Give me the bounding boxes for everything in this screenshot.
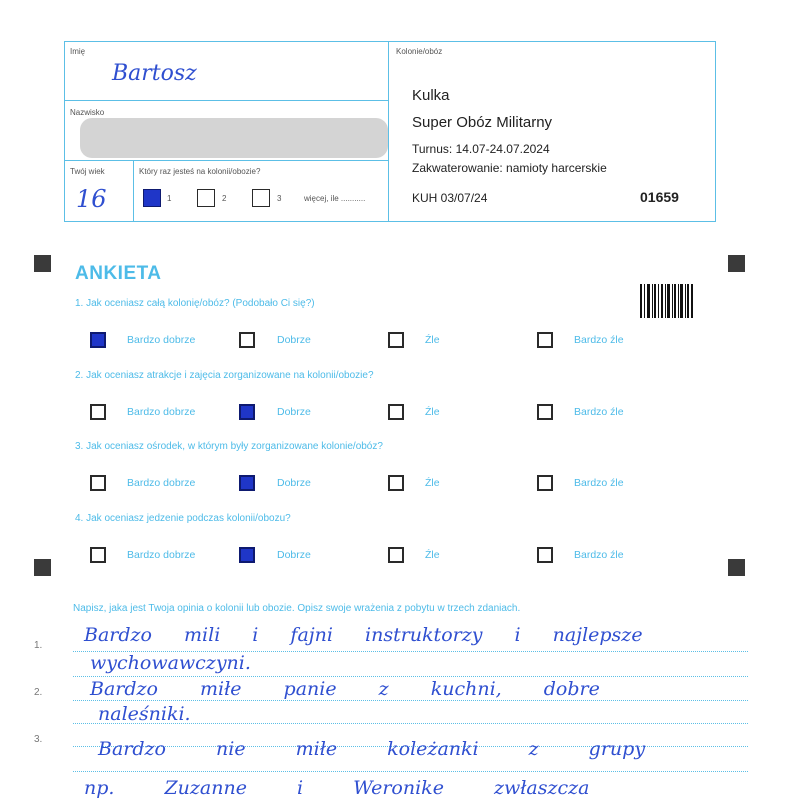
turnus: Turnus: 14.07-24.07.2024 bbox=[412, 142, 550, 156]
zakwaterowanie: Zakwaterowanie: namioty harcerskie bbox=[412, 161, 607, 175]
wiek-value[interactable]: 16 bbox=[76, 185, 107, 213]
answer-number-2: 2. bbox=[34, 687, 43, 698]
numer: 01659 bbox=[640, 189, 679, 205]
answer-option-label: Bardzo dobrze bbox=[127, 334, 196, 346]
question-text: 2. Jak oceniasz atrakcje i zajęcia zorganizowane na kolonii/obozie? bbox=[75, 370, 374, 381]
answer-checkbox[interactable] bbox=[239, 404, 255, 420]
answer-checkbox[interactable] bbox=[537, 332, 553, 348]
registration-marker-tr bbox=[728, 255, 745, 272]
answer-option-label: Bardzo dobrze bbox=[127, 477, 196, 489]
answer-checkbox[interactable] bbox=[388, 547, 404, 563]
barcode-icon bbox=[640, 284, 694, 318]
answer-line bbox=[73, 700, 748, 701]
answer-option-label: Źle bbox=[425, 406, 440, 418]
header-line-1 bbox=[64, 100, 389, 101]
answer-option-label: Źle bbox=[425, 334, 440, 346]
header-line-2 bbox=[64, 160, 389, 161]
answer-checkbox[interactable] bbox=[90, 475, 106, 491]
answer-option-label: Źle bbox=[425, 549, 440, 561]
kolonia-label: Kolonie/obóz bbox=[396, 47, 443, 56]
nazwisko-label: Nazwisko bbox=[70, 108, 105, 117]
raz-option-2: 2 bbox=[222, 194, 227, 203]
imie-value[interactable]: Bartosz bbox=[112, 61, 197, 86]
answer-text-line[interactable]: Bardzo nie miłe koleżanki z grupy bbox=[98, 738, 646, 760]
answer-checkbox[interactable] bbox=[239, 332, 255, 348]
question-text: 1. Jak oceniasz całą kolonię/obóz? (Podobało Ci się?) bbox=[75, 298, 315, 309]
answer-option-label: Dobrze bbox=[277, 334, 311, 346]
raz-option-more: więcej, ile ........... bbox=[304, 194, 366, 203]
registration-marker-ml bbox=[34, 559, 51, 576]
kolonia-name: Kulka bbox=[412, 87, 450, 104]
survey-title: ANKIETA bbox=[75, 263, 162, 284]
raz-checkbox-1[interactable] bbox=[143, 189, 161, 207]
answer-checkbox[interactable] bbox=[90, 404, 106, 420]
answer-checkbox[interactable] bbox=[90, 547, 106, 563]
raz-option-1: 1 bbox=[167, 194, 172, 203]
imie-label: Imię bbox=[70, 47, 86, 56]
answer-text-line[interactable]: Bardzo mili i fajni instruktorzy i najlepsze bbox=[84, 624, 643, 646]
answer-checkbox[interactable] bbox=[537, 547, 553, 563]
answer-checkbox[interactable] bbox=[388, 475, 404, 491]
answer-option-label: Dobrze bbox=[277, 406, 311, 418]
registration-marker-tl bbox=[34, 255, 51, 272]
answer-checkbox[interactable] bbox=[388, 404, 404, 420]
raz-option-3: 3 bbox=[277, 194, 282, 203]
opinion-instruction: Napisz, jaka jest Twoja opinia o kolonii lub obozie. Opisz swoje wrażenia z pobytu w trzech zdaniach. bbox=[73, 603, 521, 614]
header-line-3 bbox=[133, 160, 134, 222]
answer-checkbox[interactable] bbox=[239, 547, 255, 563]
answer-text-line[interactable]: Bardzo miłe panie z kuchni, dobre bbox=[90, 678, 600, 700]
answer-checkbox[interactable] bbox=[239, 475, 255, 491]
kolonia-camp: Super Obóz Militarny bbox=[412, 114, 553, 131]
answer-option-label: Bardzo źle bbox=[574, 477, 624, 489]
answer-number-3: 3. bbox=[34, 734, 43, 745]
answer-text-line[interactable]: naleśniki. bbox=[98, 703, 191, 725]
answer-option-label: Bardzo źle bbox=[574, 549, 624, 561]
answer-option-label: Źle bbox=[425, 477, 440, 489]
answer-line bbox=[73, 771, 748, 772]
answer-checkbox[interactable] bbox=[537, 404, 553, 420]
answer-option-label: Bardzo dobrze bbox=[127, 406, 196, 418]
answer-checkbox[interactable] bbox=[537, 475, 553, 491]
answer-text-line[interactable]: np. Zuzanne i Weronike zwłaszcza bbox=[84, 777, 590, 799]
kod: KUH 03/07/24 bbox=[412, 191, 488, 205]
raz-checkbox-3[interactable] bbox=[252, 189, 270, 207]
answer-checkbox[interactable] bbox=[90, 332, 106, 348]
answer-checkbox[interactable] bbox=[388, 332, 404, 348]
raz-label: Który raz jesteś na kolonii/obozie? bbox=[139, 167, 261, 176]
question-text: 4. Jak oceniasz jedzenie podczas kolonii/obozu? bbox=[75, 513, 291, 524]
question-text: 3. Jak oceniasz ośrodek, w którym były zorganizowane kolonie/obóz? bbox=[75, 441, 383, 452]
nazwisko-redacted bbox=[80, 118, 388, 158]
answer-number-1: 1. bbox=[34, 640, 43, 651]
registration-marker-mr bbox=[728, 559, 745, 576]
answer-option-label: Bardzo źle bbox=[574, 334, 624, 346]
answer-line bbox=[73, 676, 748, 677]
answer-option-label: Bardzo źle bbox=[574, 406, 624, 418]
answer-option-label: Dobrze bbox=[277, 477, 311, 489]
raz-checkbox-2[interactable] bbox=[197, 189, 215, 207]
answer-option-label: Dobrze bbox=[277, 549, 311, 561]
wiek-label: Twój wiek bbox=[70, 167, 105, 176]
answer-option-label: Bardzo dobrze bbox=[127, 549, 196, 561]
answer-text-line[interactable]: wychowawczyni. bbox=[90, 652, 251, 674]
header-divider bbox=[388, 41, 389, 222]
